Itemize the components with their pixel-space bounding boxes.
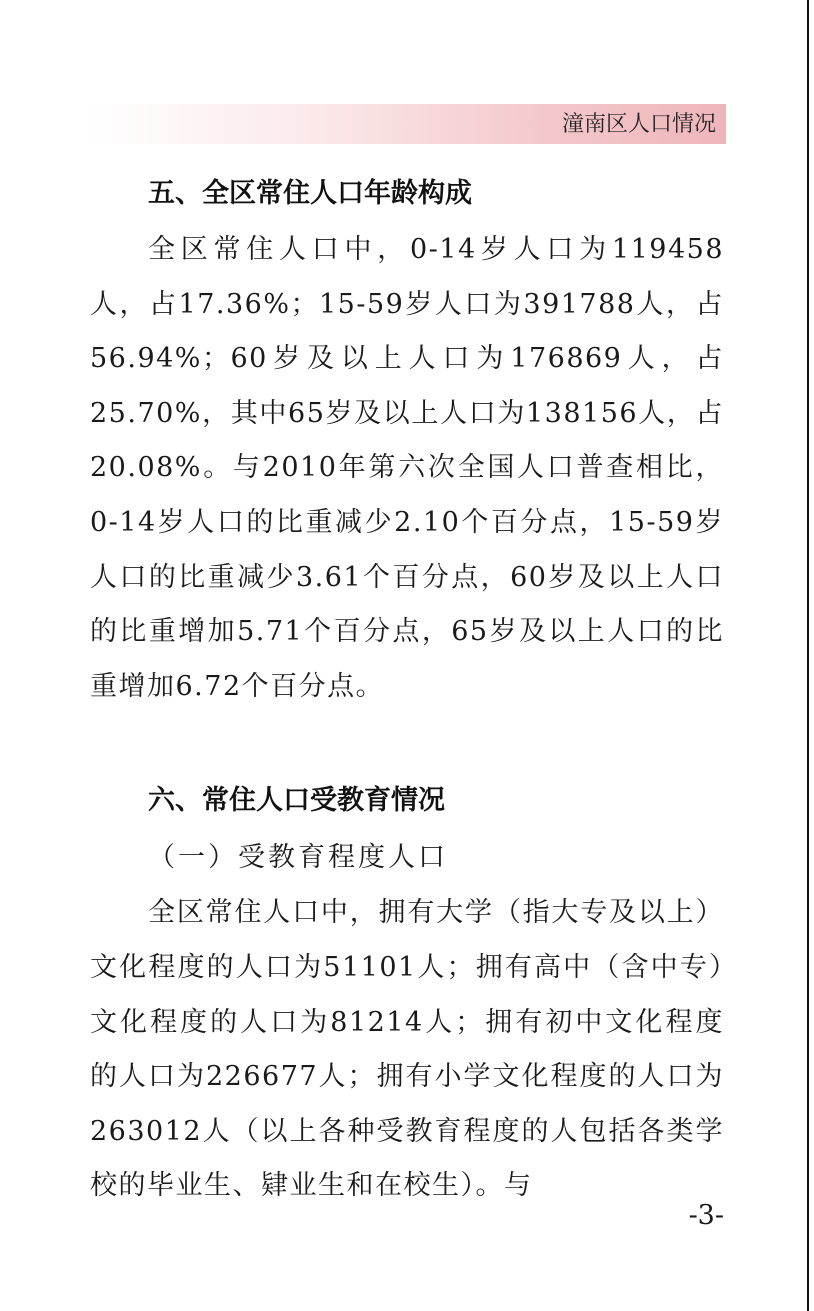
paragraph-education: 全区常住人口中，拥有大学（指大专及以上）文化程度的人口为51101人；拥有高中（含中专）文化程度的人口为81214人；拥有初中文化程度的人口为226677人；拥有小学文化程度的人口为263012人（以上各种受教育程度的人包括各类学校的毕业生、肄业生和在校生）。与 bbox=[90, 897, 724, 1202]
page-content bbox=[90, 165, 724, 1214]
paragraph-age-structure: 全区常住人口中，0-14岁人口为119458人，占17.36%；15-59岁人口为391788人，占56.94%；60岁及以上人口为176869人，占25.70%，其中65岁及以上人口为138156人，占20.08%。与2010年第六次全国人口普查相比，0-14岁人口的比重减少2.10个百分点，15-59岁人口的比重减少3.61个百分点，60岁及以上人口的比重增加5.71个百分点，65岁及以上人口的比重增加6.72个百分点。 bbox=[90, 234, 724, 702]
subsection-heading-education-level: （一）受教育程度人口 bbox=[148, 842, 448, 874]
page-edge-rule bbox=[807, 0, 809, 1311]
section-spacer bbox=[90, 714, 724, 772]
section-heading-age-structure: 五、全区常住人口年龄构成 bbox=[148, 178, 472, 209]
section-heading-education: 六、常住人口受教育情况 bbox=[148, 785, 445, 817]
running-header-title: 潼南区人口情况 bbox=[561, 112, 716, 137]
page-number: -3- bbox=[688, 1200, 724, 1231]
